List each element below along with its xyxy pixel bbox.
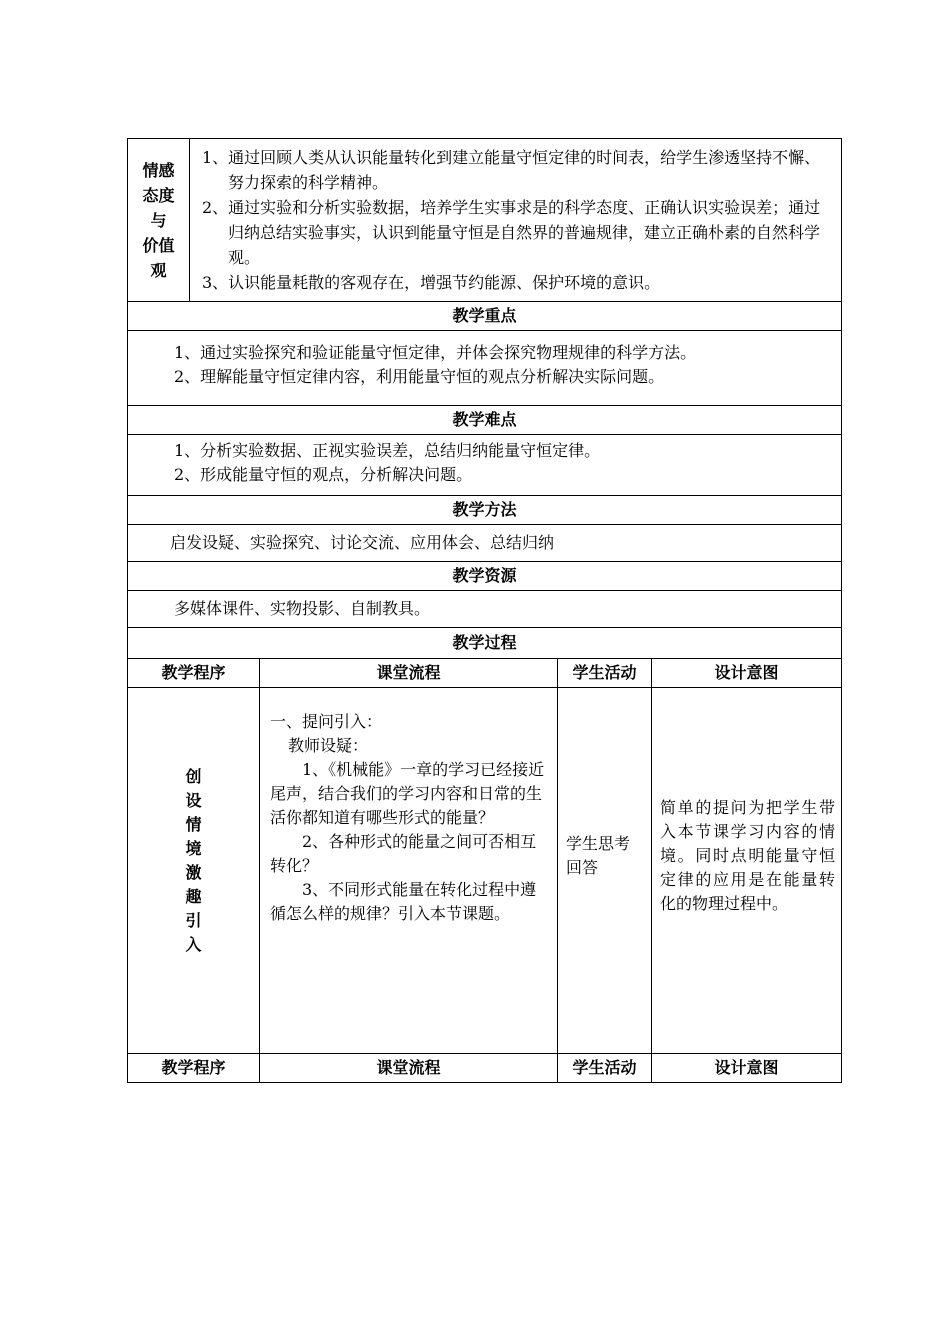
stage-label-char: 引	[185, 910, 202, 930]
attitude-item: 1、通过回顾人类从认识能量转化到建立能量守恒定律的时间表，给学生渗透坚持不懈、努力探索的科学精神。	[202, 148, 821, 192]
difficulty-item: 1、分析实验数据、正视实验误差，总结归纳能量守恒定律。	[174, 441, 601, 460]
process-columns-repeat-row	[128, 1054, 842, 1083]
stage-row	[128, 688, 842, 1054]
resources-title: 教学资源	[128, 562, 842, 591]
column-header-procedure: 教学程序	[128, 659, 260, 688]
difficulties-header-row	[128, 406, 842, 435]
attitude-label-line: 观	[150, 260, 167, 280]
stage-label-char: 境	[185, 838, 202, 858]
difficulties-title: 教学难点	[128, 406, 842, 435]
methods-title: 教学方法	[128, 496, 842, 525]
flow-item: 1、《机械能》一章的学习已经接近尾声，结合我们的学习内容和日常的生活你都知道有哪些形式的能量？	[270, 760, 545, 827]
key-points-title: 教学重点	[128, 302, 842, 331]
resources-content: 多媒体课件、实物投影、自制教具。	[128, 591, 842, 628]
difficulties-content	[128, 435, 842, 496]
stage-label-char: 入	[185, 934, 202, 954]
difficulty-item: 2、形成能量守恒的观点，分析解决问题。	[174, 465, 473, 484]
attitude-row	[128, 139, 842, 302]
attitude-label-line: 价值	[142, 235, 175, 255]
process-header-row	[128, 628, 842, 659]
attitude-label	[128, 139, 190, 302]
column-header-design-intent: 设计意图	[652, 1054, 842, 1083]
attitude-label-line: 与	[150, 210, 167, 230]
column-header-flow: 课堂流程	[260, 659, 558, 688]
process-title: 教学过程	[128, 628, 842, 659]
column-header-procedure: 教学程序	[128, 1054, 260, 1083]
lesson-plan-table	[127, 138, 842, 1083]
process-columns-row	[128, 659, 842, 688]
attitude-label-line: 情感	[142, 160, 175, 180]
student-activity: 学生思考回答	[558, 688, 652, 1054]
design-intent: 简单的提问为把学生带入本节课学习内容的情境。同时点明能量守恒定律的应用是在能量转化的物理过程中。	[652, 688, 842, 1054]
flow-item: 3、不同形式能量在转化过程中遵循怎么样的规律？引入本节课题。	[270, 880, 537, 923]
attitude-item: 3、认识能量耗散的客观存在，增强节约能源、保护环境的意识。	[202, 273, 661, 292]
stage-label-char: 激	[185, 862, 202, 882]
resources-row	[128, 591, 842, 628]
resources-header-row	[128, 562, 842, 591]
attitude-label-line: 态度	[142, 185, 175, 205]
methods-content: 启发设疑、实验探究、讨论交流、应用体会、总结归纳	[128, 525, 842, 562]
key-point-item: 1、通过实验探究和验证能量守恒定律，并体会探究物理规律的科学方法。	[174, 343, 697, 362]
methods-header-row	[128, 496, 842, 525]
stage-label	[128, 688, 260, 1054]
attitude-content	[190, 139, 842, 302]
column-header-design-intent: 设计意图	[652, 659, 842, 688]
stage-label-char: 创	[185, 766, 202, 786]
lesson-plan-page	[127, 138, 841, 1083]
column-header-student-activity: 学生活动	[558, 659, 652, 688]
stage-flow	[260, 688, 558, 1054]
key-points-content	[128, 331, 842, 406]
key-point-item: 2、理解能量守恒定律内容，利用能量守恒的观点分析解决实际问题。	[174, 367, 665, 386]
methods-row	[128, 525, 842, 562]
key-points-header-row	[128, 302, 842, 331]
stage-label-char: 设	[185, 790, 202, 810]
column-header-student-activity: 学生活动	[558, 1054, 652, 1083]
flow-subheading: 教师设疑：	[288, 736, 369, 755]
key-points-row	[128, 331, 842, 406]
flow-item: 2、各种形式的能量之间可否相互转化？	[270, 832, 537, 875]
column-header-flow: 课堂流程	[260, 1054, 558, 1083]
stage-label-char: 情	[185, 814, 202, 834]
stage-label-char: 趣	[185, 886, 202, 906]
flow-heading: 一、提问引入：	[270, 712, 383, 731]
attitude-item: 2、通过实验和分析实验数据，培养学生实事求是的科学态度、正确认识实验误差；通过归纳总结实验事实，认识到能量守恒是自然界的普遍规律，建立正确朴素的自然科学观。	[202, 198, 821, 267]
difficulties-row	[128, 435, 842, 496]
